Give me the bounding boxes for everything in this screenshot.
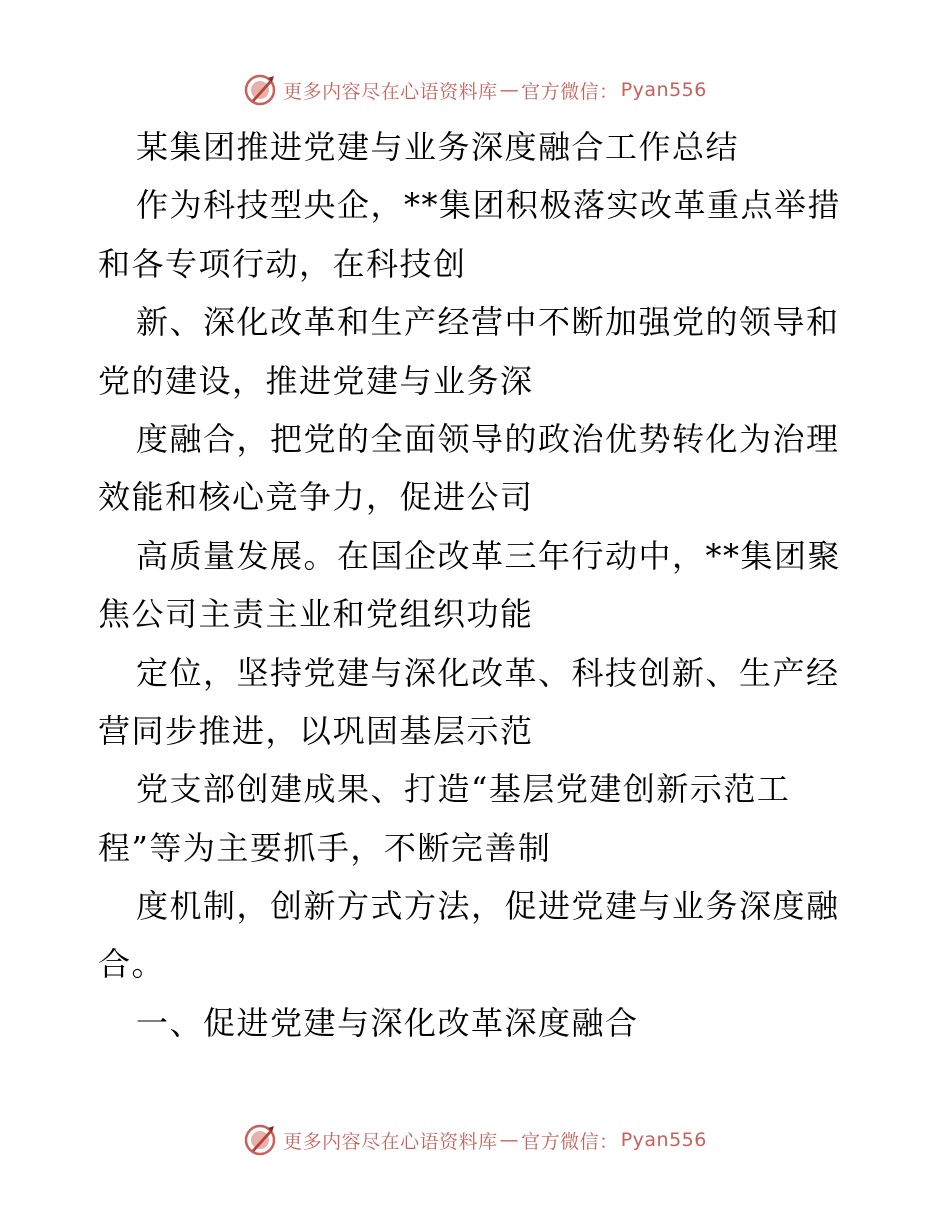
paragraph-line: 新、深化改革和生产经营中不断加强党的领导和 <box>136 303 840 342</box>
watermark-separator: — <box>499 79 520 101</box>
document-body <box>98 118 853 1052</box>
paragraph-line: 程”等为主要抓手，不断完善制 <box>98 828 552 867</box>
footer-watermark <box>0 1120 950 1160</box>
paragraph-line: 高质量发展。在国企改革三年行动中，**集团聚 <box>136 536 842 575</box>
paragraph-line: 度机制，创新方式方法，促进党建与业务深度融 <box>136 887 840 926</box>
document-title: 某集团推进党建与业务深度融合工作总结 <box>136 128 740 166</box>
paragraph-line: 效能和核心竞争力，促进公司 <box>98 478 534 517</box>
section-heading: 一、促进党建与深化改革深度融合 <box>136 1003 639 1042</box>
paragraph-line: 定位，坚持党建与深化改革、科技创新、生产经 <box>136 653 840 692</box>
paragraph-line: 党的建设，推进党建与业务深 <box>98 361 534 400</box>
paragraph-line: 合。 <box>98 945 166 984</box>
paragraph-line: 焦公司主责主业和党组织功能 <box>98 595 534 634</box>
paragraph-line: 作为科技型央企，**集团积极落实改革重点举措 <box>136 186 842 225</box>
watermark-wechat-label: 官方微信： <box>521 80 619 103</box>
paragraph-line: 和各专项行动，在科技创 <box>98 244 467 283</box>
watermark-wechat-id: Pyan556 <box>620 1129 707 1151</box>
watermark-wechat-id: Pyan556 <box>620 79 707 101</box>
header-watermark <box>0 70 950 110</box>
logo-icon <box>243 1123 277 1157</box>
watermark-text: 更多内容尽在心语资料库 <box>283 1130 498 1153</box>
paragraph-line: 党支部创建成果、打造“基层党建创新示范工 <box>136 770 791 809</box>
watermark-text: 更多内容尽在心语资料库 <box>283 80 498 103</box>
watermark-separator: — <box>499 1129 520 1151</box>
paragraph-line: 营同步推进，以巩固基层示范 <box>98 711 534 750</box>
logo-icon <box>243 73 277 107</box>
watermark-wechat-label: 官方微信： <box>521 1130 619 1153</box>
paragraph-line: 度融合，把党的全面领导的政治优势转化为治理 <box>136 419 840 458</box>
